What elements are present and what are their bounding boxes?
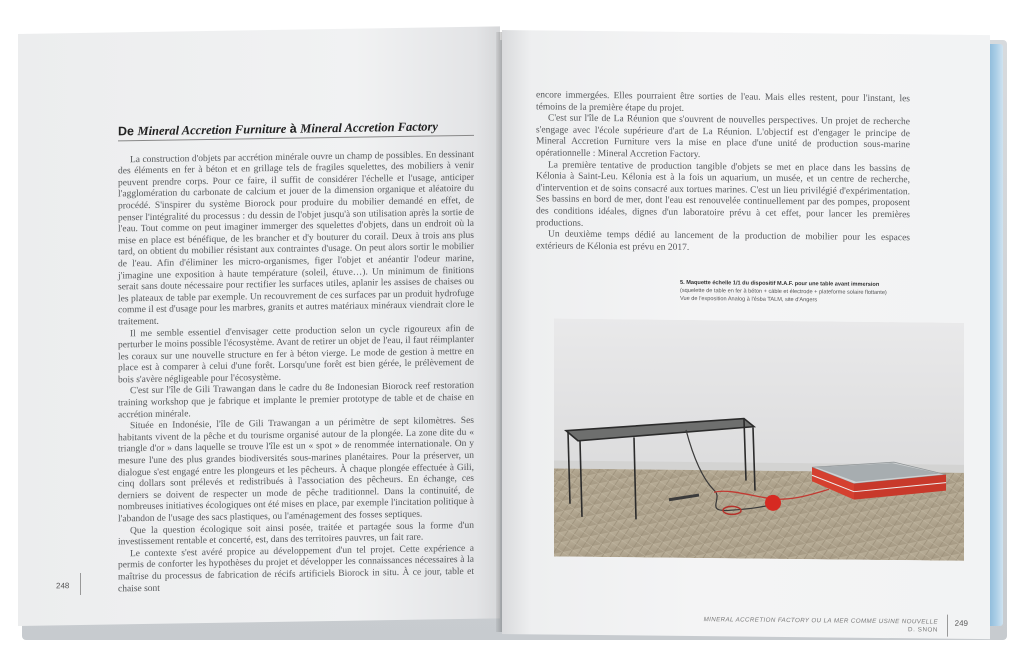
heading-title-b: Mineral Accretion Factory bbox=[300, 119, 438, 136]
caption-title: 5. Maquette échelle 1/1 du dispositif M.A.F. pour une table avant immersion bbox=[680, 279, 880, 288]
caption-materials: (squelette de table en fer à béton + câble et électrode + plateforme solaire flottante) bbox=[680, 287, 887, 296]
caption-exhibition: Vue de l'exposition Analog à l'ésba TALM, site d'Angers bbox=[680, 295, 818, 303]
paragraph: Le contexte s'est avéré propice au développement d'un tel projet. Cette expérience a permis de conforter les hypothèses du projet et développer les connaissances nécessaires à la maîtrise du processus de fabrication de récifs artificiels Biorock in situ. À ce jour, table et chaise sont bbox=[118, 543, 474, 594]
heading-title-a: Mineral Accretion Furniture bbox=[137, 121, 287, 139]
right-page bbox=[502, 30, 990, 639]
heading-middle: à bbox=[286, 121, 301, 136]
left-page bbox=[18, 26, 500, 626]
page-number-left: 248 bbox=[56, 581, 70, 591]
paragraph: Un deuxième temps dédié au lancement de la production de mobilier pour les espaces extérieurs de Kélonia est prévu en 2017. bbox=[536, 229, 910, 253]
paragraph: C'est sur l'île de Gili Trawangan dans le cadre du 8e Indonesian Biorock reef restoration training workshop que je fabrique et implante le premier prototype de table et de chaise en accrétion minérale. bbox=[118, 381, 474, 421]
folio-rule-right bbox=[947, 615, 948, 637]
paragraph: Il me semble essentiel d'envisager cette production selon un cycle rigoureux afin de perturber le moins possible l'écosystème. Avant de retirer un objet de l'eau, il faut réimplanter les coraux sur une nouvelle structure en fer à béton vierge. Le mode de gestion à mettre en place est à comparer à celui d'une forêt. Lorsqu'une forêt est bien gérée, le prélèvement de bois s'avère négligeable pour l'écosystème. bbox=[118, 323, 474, 386]
paragraph: Que la question écologique soit ainsi posée, traitée et partagée sous la forme d'un investissement rentable et concerté, est, dans des territoires pauvres, un fait rare. bbox=[118, 520, 474, 548]
paragraph: encore immergées. Elles pourraient être sorties de l'eau. Mais elles restent, pour l'instant, les témoins de la première étape du projet. bbox=[536, 90, 910, 114]
paragraph: La première tentative de production tangible d'objets se met en place dans les bassins de Kélonia à Saint-Leu. Kélonia est à la fois un aquarium, un musée, et un centre de recherche, d'intervention et de soins consacré aux tortues marines. C'est un lieu privilégié d'expérimentation. Ses bassins en bord de mer, dont l'eau est renouvelée continuellement par des pompes, proposent des conditions idéales, dignes d'un laboratoire prévu à cet effet, pour lancer les premières productions. bbox=[536, 160, 910, 229]
exhibition-photo bbox=[554, 319, 964, 561]
running-head bbox=[704, 616, 938, 634]
left-text-column bbox=[118, 121, 474, 596]
paragraph: Située en Indonésie, l'île de Gili Trawangan a un périmètre de sept kilomètres. Ses habitants vivent de la pêche et du tourisme organisé autour de la plongée. La zone dite du « triangle d'or » dans laquelle se trouve l'île est un « spot » de renommée internationale. On y mesure l'une des plus grandes biodiversités sous-marines planétaires. Pour la préserver, un dialogue s'est engagé entre les plongeurs et les pêcheurs. À chaque plongée effectuée à Gili, cinq dollars sont prélevés et redistribués à l'association des pêcheurs. En échange, ces derniers se doivent de respecter un mode de pêche traditionnel. Dans la continuité, de nombreuses initiatives écologiques ont été mises en place, par exemple l'incitation politique à l'abandon de l'usage des sacs plastiques, ou l'aménagement des fosses septiques. bbox=[118, 416, 474, 525]
figure-caption bbox=[680, 280, 924, 306]
heading-prefix: De bbox=[118, 124, 138, 139]
page-number-right: 249 bbox=[954, 618, 968, 628]
running-head-author: D. SNON bbox=[908, 626, 938, 634]
paragraph: La construction d'objets par accrétion minérale ouvre un champ de possibles. En dessinant des éléments en fer à béton et en grillage tels de fragiles squelettes, des mobiliers à venir peuvent prendre corps. Pour ce faire, il suffit de considérer l'échelle et l'usage, anticiper l'agglomération du carbonate de calcium et jouer de la dimension organique et aléatoire du procédé. S'inspirer du système Biorock pour produire du mobilier demandé en effet, de penser l'intégralité du processus : du dessin de l'objet jusqu'à son utilisation après la sortie de l'eau. Tout comme on peut imaginer immerger des squelettes d'objets, dans un endroit où la mise en place est bénéfique, de les brancher et d'y bouturer du corail. Deux à trois ans plus tard, on obtient du mobilier résistant aux contraintes d'usage. On peut alors sortir le mobilier de l'eau. Afin d'éliminer les micro-organismes, figer l'objet et anéantir l'odeur marine, j'imagine une exposition à haute température (soleil, étuve…). Un minimum de finitions serait sans doute nécessaire pour rectifier les surfaces utiles, aplanir les assises de chaises ou les plateaux de table par exemple. Un recouvrement de ces surfaces par un produit hydrofuge comme il est d'usage pour les marbres, granits et autres matériaux minéraux viendrait clore le traitement. bbox=[118, 149, 474, 328]
paragraph: C'est sur l'île de La Réunion que s'ouvrent de nouvelles perspectives. Un projet de recherche s'engage avec l'école supérieure d'art de La Réunion. L'objectif est d'engager le principe de Mineral Accretion Furniture vers la mise en place d'une unité de production sous-marine opérationnelle : Mineral Accretion Factory. bbox=[536, 113, 910, 161]
running-head-title: MINERAL ACCRETION FACTORY OU LA MER COMME USINE NOUVELLE bbox=[703, 616, 938, 626]
gallery-wall bbox=[554, 319, 964, 473]
right-text-column bbox=[536, 90, 910, 256]
exhibition-photo-illustration bbox=[554, 319, 964, 561]
folio-rule-left bbox=[80, 573, 81, 595]
